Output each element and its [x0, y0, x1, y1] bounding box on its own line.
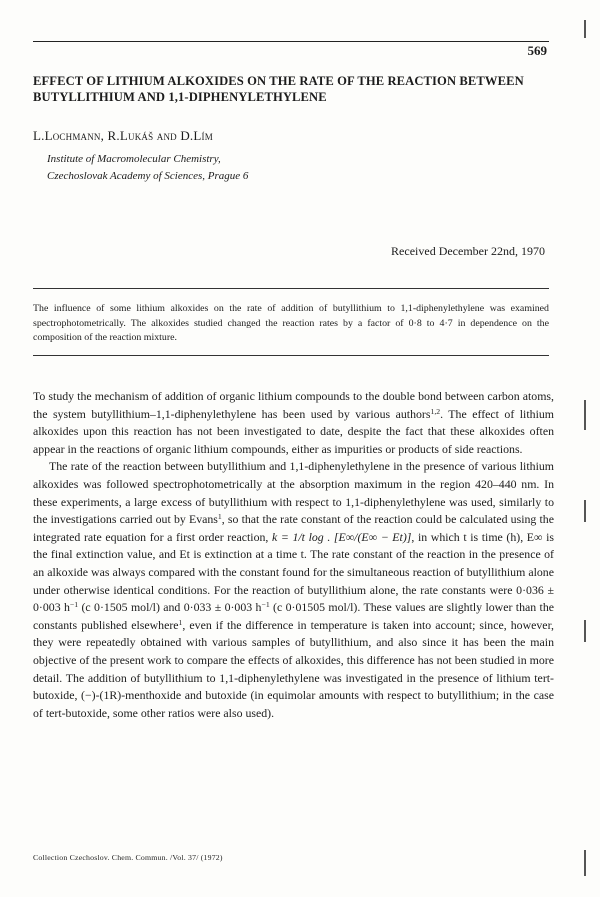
citation: 1	[217, 512, 222, 522]
header-rule	[33, 41, 549, 42]
journal-footer: Collection Czechoslov. Chem. Commun. /Vol. 37/ (1972)	[33, 853, 223, 862]
abstract: The influence of some lithium alkoxides on the rate of addition of butyllithium to 1,1-diphenylethylene was examined spectrophotometrically. The alkoxides studied changed the reaction rates by a factor of 0·8 to 4·7 in dependence on the composition of the reaction mixture.	[33, 303, 549, 344]
citation: 1	[178, 617, 183, 627]
paragraph-2: The rate of the reaction between butyllithium and 1,1-diphenylethylene in the presence of various lithium alkoxides was followed spectrophotometrically at the absorption maximum in the region 420–440 nm. In these experiments, a large excess of butyllithium with respect to 1,1-diphenylethylene was used, similarly to the investigations carried out by Evans$^1$, so that the rate constant of the reaction could be calculated using the integrated rate equation for a first order reaction, k = 1/t log . [E∞/(E∞ − Et)], in which t is time (h), E∞ is the final extinction value, and Et is extinction at a time t. The rate constant of the reaction in the presence of an alkoxide was always compared with the constant found for the simultaneous reaction of butyllithium alone under otherwise identical conditions. For the reaction of butyllithium alone, the rate constants were 0·036 ± 0·003 $h^{-1}$ (c 0·1505 mol/l) and 0·033 ± 0·003 $h^{-1}$ (c 0·01505 mol/l). These values are slightly lower than the constants published elsewhere$^1$, even if the difference in temperature is taken into account; since, however, they were repeatedly obtained with various samples of butyllithium, and also since it has been the main objective of the present work to compare the effects of alkoxides, this difference has not been studied in more detail. The addition of butyllithium to 1,1-diphenylethylene was investigated in the presence of lithium tert-butoxide, (−)-(1R)-menthoxide and butoxide (in equimolar amounts with respect to butyllithium; in the case of tert-butoxide, some other ratios were also used).	[33, 459, 555, 720]
scan-edge-mark	[584, 620, 586, 642]
received-date: Received December 22nd, 1970	[391, 244, 545, 258]
body-text	[33, 388, 554, 722]
author-lochmann: L.Lochmann	[33, 128, 101, 143]
affiliation-line-1: Institute of Macromolecular Chemistry,	[47, 153, 221, 165]
rate-equation: k = 1/t log . [E∞/(E∞ − Et)]	[272, 529, 412, 544]
affiliation-line-2: Czechoslovak Academy of Sciences, Prague 6	[47, 170, 249, 182]
scan-edge-mark	[584, 400, 586, 430]
paragraph-1: To study the mechanism of addition of organic lithium compounds to the double bond between carbon atoms, the system butyllithium–1,1-diphenylethylene has been used by various authors$^{1,2}$. The effect of lithium alkoxides upon this reaction has not been investigated to date, despite the fact that these alkoxides often appear in the reactions of organic lithium compounds, either as impurities or products of side reactions.	[33, 389, 554, 456]
scan-edge-mark	[584, 20, 586, 38]
author-list: L.Lochmann, R.Lukáš and D.Lím	[33, 128, 213, 143]
abstract-rule-top	[33, 288, 549, 289]
scan-edge-mark	[584, 850, 586, 876]
author-lukas: R.Lukáš	[107, 128, 154, 143]
abstract-rule-bottom	[33, 355, 549, 356]
affiliation	[47, 151, 248, 185]
scan-edge-mark	[584, 500, 586, 522]
article-title: EFFECT OF LITHIUM ALKOXIDES ON THE RATE OF THE REACTION BETWEEN BUTYLLITHIUM AND 1,1-DIPHENYLETHYLENE	[33, 74, 524, 104]
author-lim: D.Lím	[180, 128, 213, 143]
citation: 1,2	[430, 406, 441, 416]
page-number: 569	[527, 43, 547, 58]
